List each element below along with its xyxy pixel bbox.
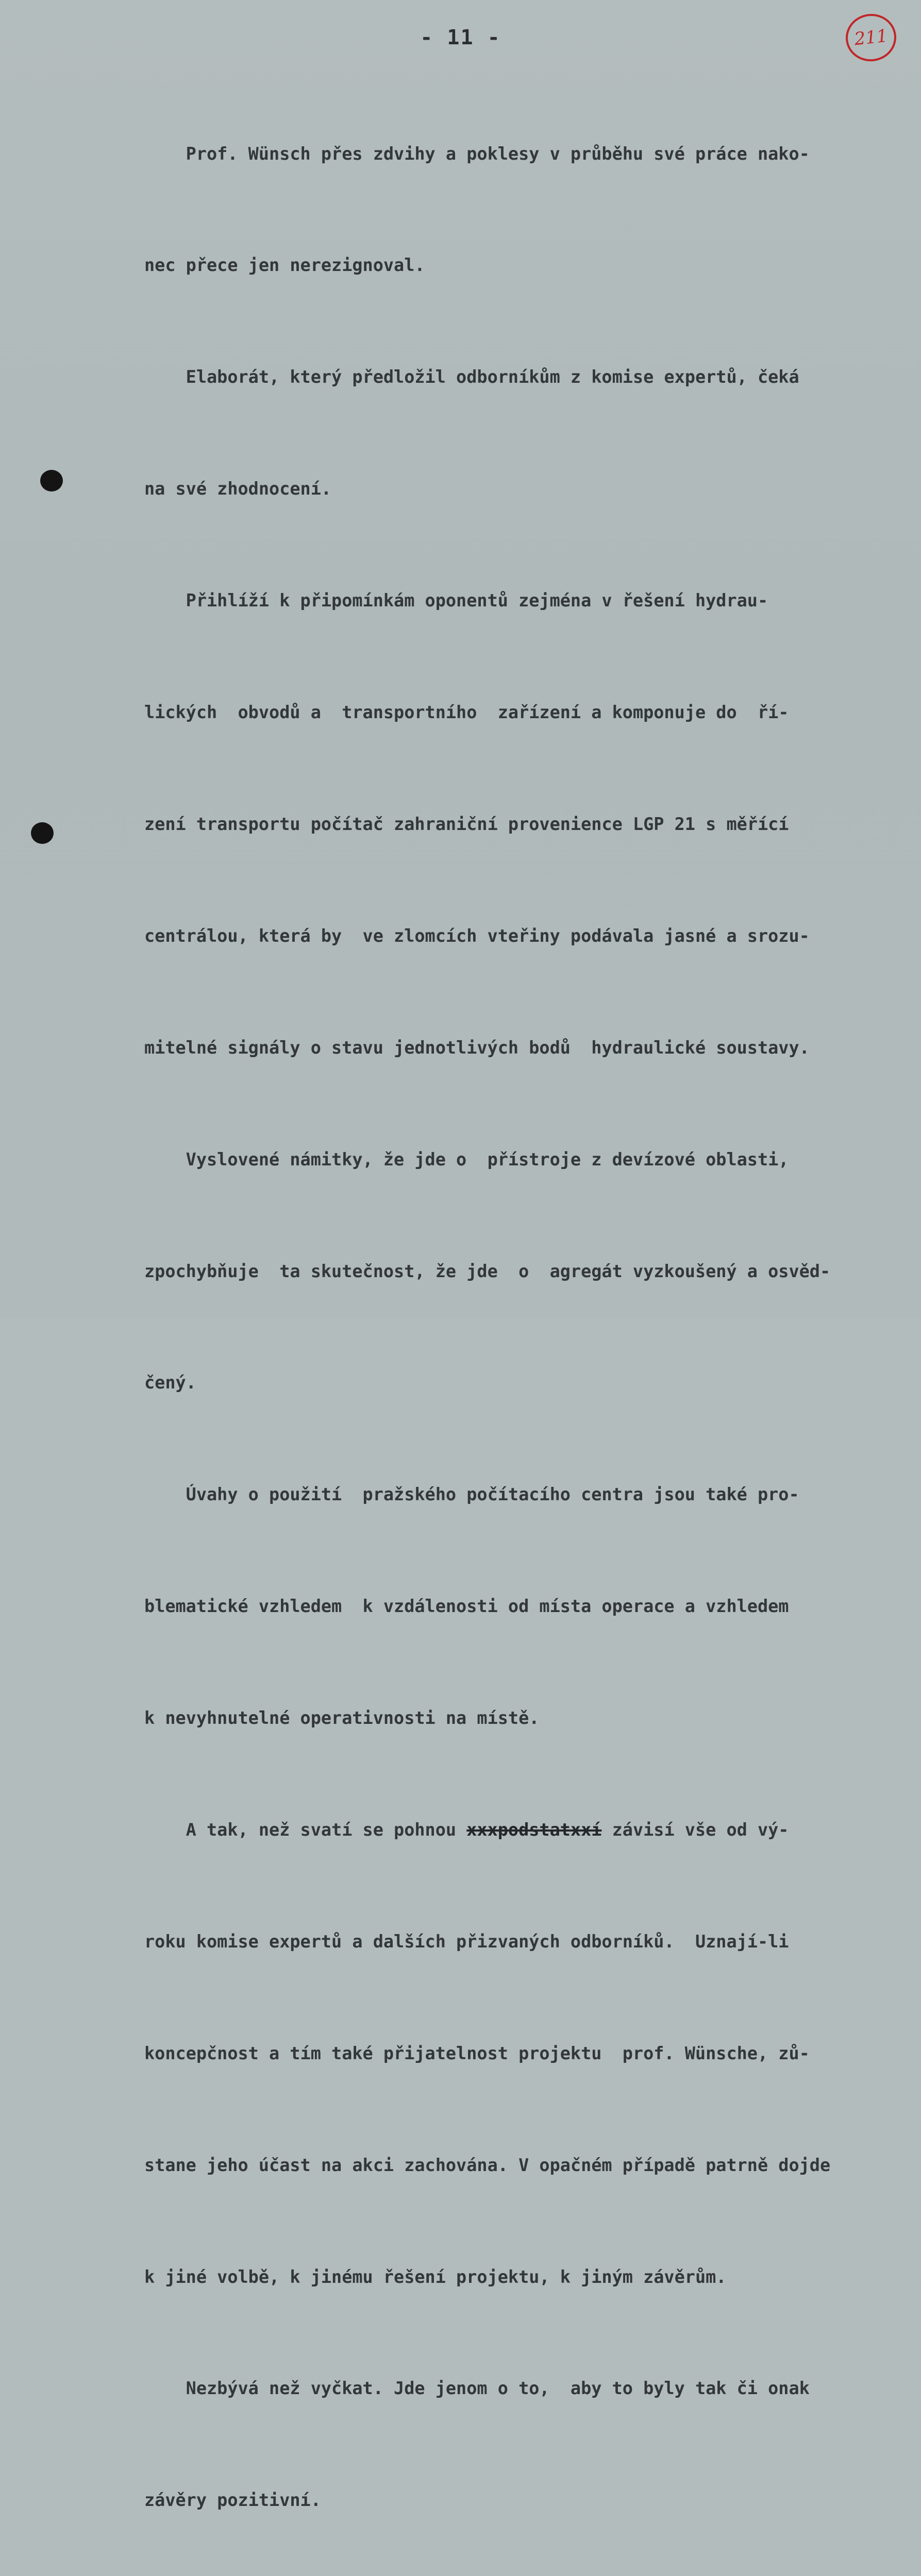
text-line: na své zhodnocení. xyxy=(144,479,332,499)
text-line: blematické vzhledem k vzdálenosti od místa operace a vzhledem xyxy=(144,1596,789,1617)
text-line: roku komise expertů a dalších přizvaných odborníků. Uznají-li xyxy=(144,1931,789,1952)
text-line: Elaborát, který předložil odborníkům z komise expertů, čeká xyxy=(144,367,799,387)
text-line: k jiné volbě, k jinému řešení projektu, k jiným závěrům. xyxy=(144,2266,727,2287)
text-line: Úvahy o použití pražského počítacího centra jsou také pro- xyxy=(144,1484,799,1505)
text-line: mitelné signály o stavu jednotlivých bodů hydraulické soustavy. xyxy=(144,1037,810,1058)
text-line: nec přece jen nerezignoval. xyxy=(144,255,425,276)
page-number: - 11 - xyxy=(420,26,501,49)
text-line: zpochybňuje ta skutečnost, že jde o agregát vyzkoušený a osvěd- xyxy=(144,1261,831,1281)
text-line-with-strikeout xyxy=(144,1811,897,1849)
text-line: Nezbývá než vyčkat. Jde jenom o to, aby to byly tak či onak xyxy=(144,2378,810,2399)
text-line: koncepčnost a tím také přijatelnost projektu prof. Wünsche, zů- xyxy=(144,2043,810,2063)
text-line: závěry pozitivní. xyxy=(144,2490,321,2511)
body-text xyxy=(144,61,897,2576)
text-line: stane jeho účast na akci zachována. V opačném případě patrně dojde xyxy=(144,2155,831,2175)
text-segment: A tak, než svatí se pohnou xyxy=(144,1819,467,1840)
text-line: Prof. Wünsch přes zdvihy a poklesy v průběhu své práce nako- xyxy=(144,143,810,164)
archive-number: 211 xyxy=(853,25,889,50)
text-line: k nevyhnutelné operativnosti na místě. xyxy=(144,1708,540,1728)
text-line: Vyslovené námitky, že jde o přístroje z devízové oblasti, xyxy=(144,1149,789,1170)
struck-out-word: xxxpodstatxxí xyxy=(466,1819,602,1840)
text-line: čený. xyxy=(144,1372,196,1393)
text-line: Přihlíží k připomínkám oponentů zejména v řešení hydrau- xyxy=(144,590,768,611)
text-line: centrálou, která by ve zlomcích vteřiny podávala jasné a srozu- xyxy=(144,925,810,946)
text-line: lických obvodů a transportního zařízení a komponuje do ří- xyxy=(144,702,789,723)
text-line: zení transportu počítač zahraniční provenience LGP 21 s měřící xyxy=(144,814,789,834)
punch-hole xyxy=(31,822,54,844)
punch-hole xyxy=(40,470,63,492)
text-segment: závisí vše od vý- xyxy=(601,1819,789,1840)
